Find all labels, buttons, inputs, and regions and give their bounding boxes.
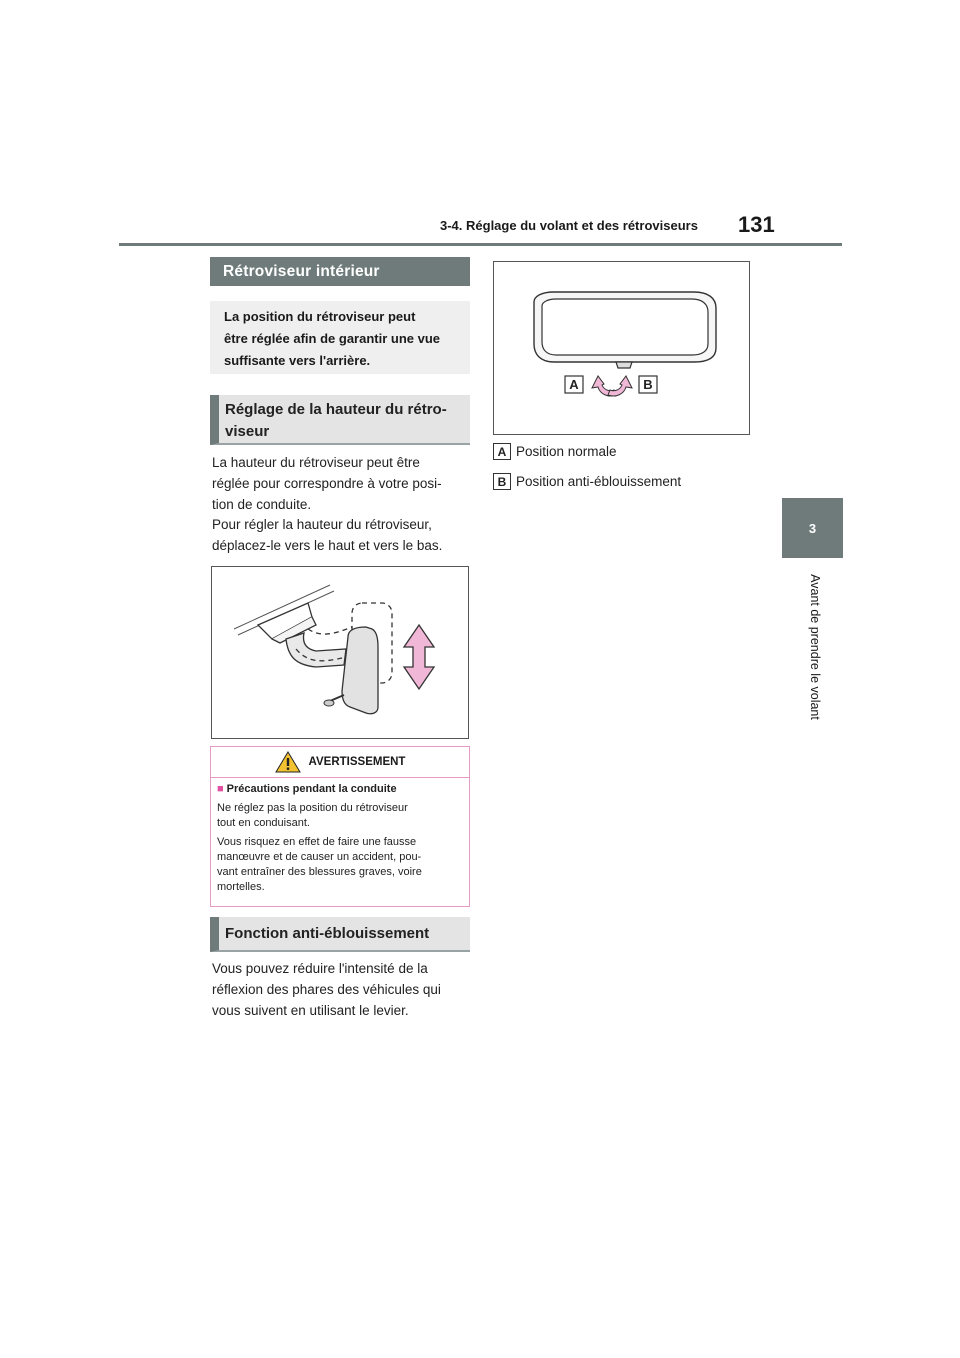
antiglare-mirror-illustration: [494, 262, 749, 434]
warning-body: [211, 778, 469, 895]
main-heading: Rétroviseur intérieur: [210, 257, 470, 286]
text-line: Ne réglez pas la position du rétroviseur: [217, 802, 408, 814]
legend-item-a: [493, 443, 617, 460]
warning-paragraph-1: [217, 801, 463, 831]
warning-box: [210, 746, 470, 907]
warning-triangle-icon: [275, 751, 301, 773]
height-paragraph-2: [212, 514, 474, 556]
intro-line: La position du rétroviseur peut: [224, 309, 416, 324]
page-number: 131: [738, 212, 775, 237]
warning-header: [211, 747, 469, 778]
text-line: manœuvre et de causer un accident, pou-: [217, 851, 422, 863]
intro-line: être réglée afin de garantir une vue: [224, 331, 441, 346]
text-line: tion de conduite.: [212, 497, 312, 512]
header-rule: [119, 243, 842, 246]
warning-subtitle: [217, 782, 463, 797]
text-line: déplacez-le vers le haut et vers le bas.: [212, 538, 443, 553]
warning-title: AVERTISSEMENT: [308, 756, 406, 768]
legend-item-b: [493, 473, 681, 490]
text-line: Pour régler la hauteur du rétroviseur,: [212, 517, 432, 532]
chapter-title: Avant de prendre le volant: [808, 574, 822, 720]
mirror-height-figure: [211, 566, 469, 739]
height-heading: [210, 395, 470, 445]
text-line: vous suivent en utilisant le levier.: [212, 1003, 409, 1018]
text-line: Vous risquez en effet de faire une fausse: [217, 836, 417, 848]
legend-key: A: [493, 443, 511, 460]
text-line: vant entraîner des blessures graves, voire: [217, 866, 422, 878]
warning-subtitle-text: Précautions pendant la conduite: [226, 783, 397, 795]
height-paragraph-1: [212, 452, 474, 515]
figure-label-b: B: [643, 377, 653, 392]
chapter-tab: 3: [782, 498, 843, 558]
square-bullet-icon: ■: [217, 783, 224, 795]
antiglare-figure: [493, 261, 750, 435]
warning-paragraph-2: [217, 835, 463, 895]
figure-label-a: A: [569, 377, 579, 392]
heading-line: Réglage de la hauteur du rétro-: [225, 401, 447, 418]
legend-text: Position anti-éblouissement: [516, 474, 682, 489]
antiglare-heading: Fonction anti-éblouissement: [210, 917, 470, 952]
text-line: tout en conduisant.: [217, 817, 310, 829]
mirror-height-illustration: [212, 567, 468, 738]
text-line: mortelles.: [217, 881, 265, 893]
text-line: réflexion des phares des véhicules qui: [212, 982, 441, 997]
header-section-title: 3-4. Réglage du volant et des rétroviseurs: [440, 218, 698, 233]
legend-key: B: [493, 473, 511, 490]
legend-text: Position normale: [516, 444, 617, 459]
intro-box: [210, 301, 470, 374]
text-line: Vous pouvez réduire l'intensité de la: [212, 961, 428, 976]
text-line: réglée pour correspondre à votre posi-: [212, 476, 442, 491]
heading-line: viseur: [225, 423, 270, 440]
text-line: La hauteur du rétroviseur peut être: [212, 455, 420, 470]
intro-line: suffisante vers l'arrière.: [224, 353, 371, 368]
antiglare-paragraph: [212, 958, 474, 1021]
